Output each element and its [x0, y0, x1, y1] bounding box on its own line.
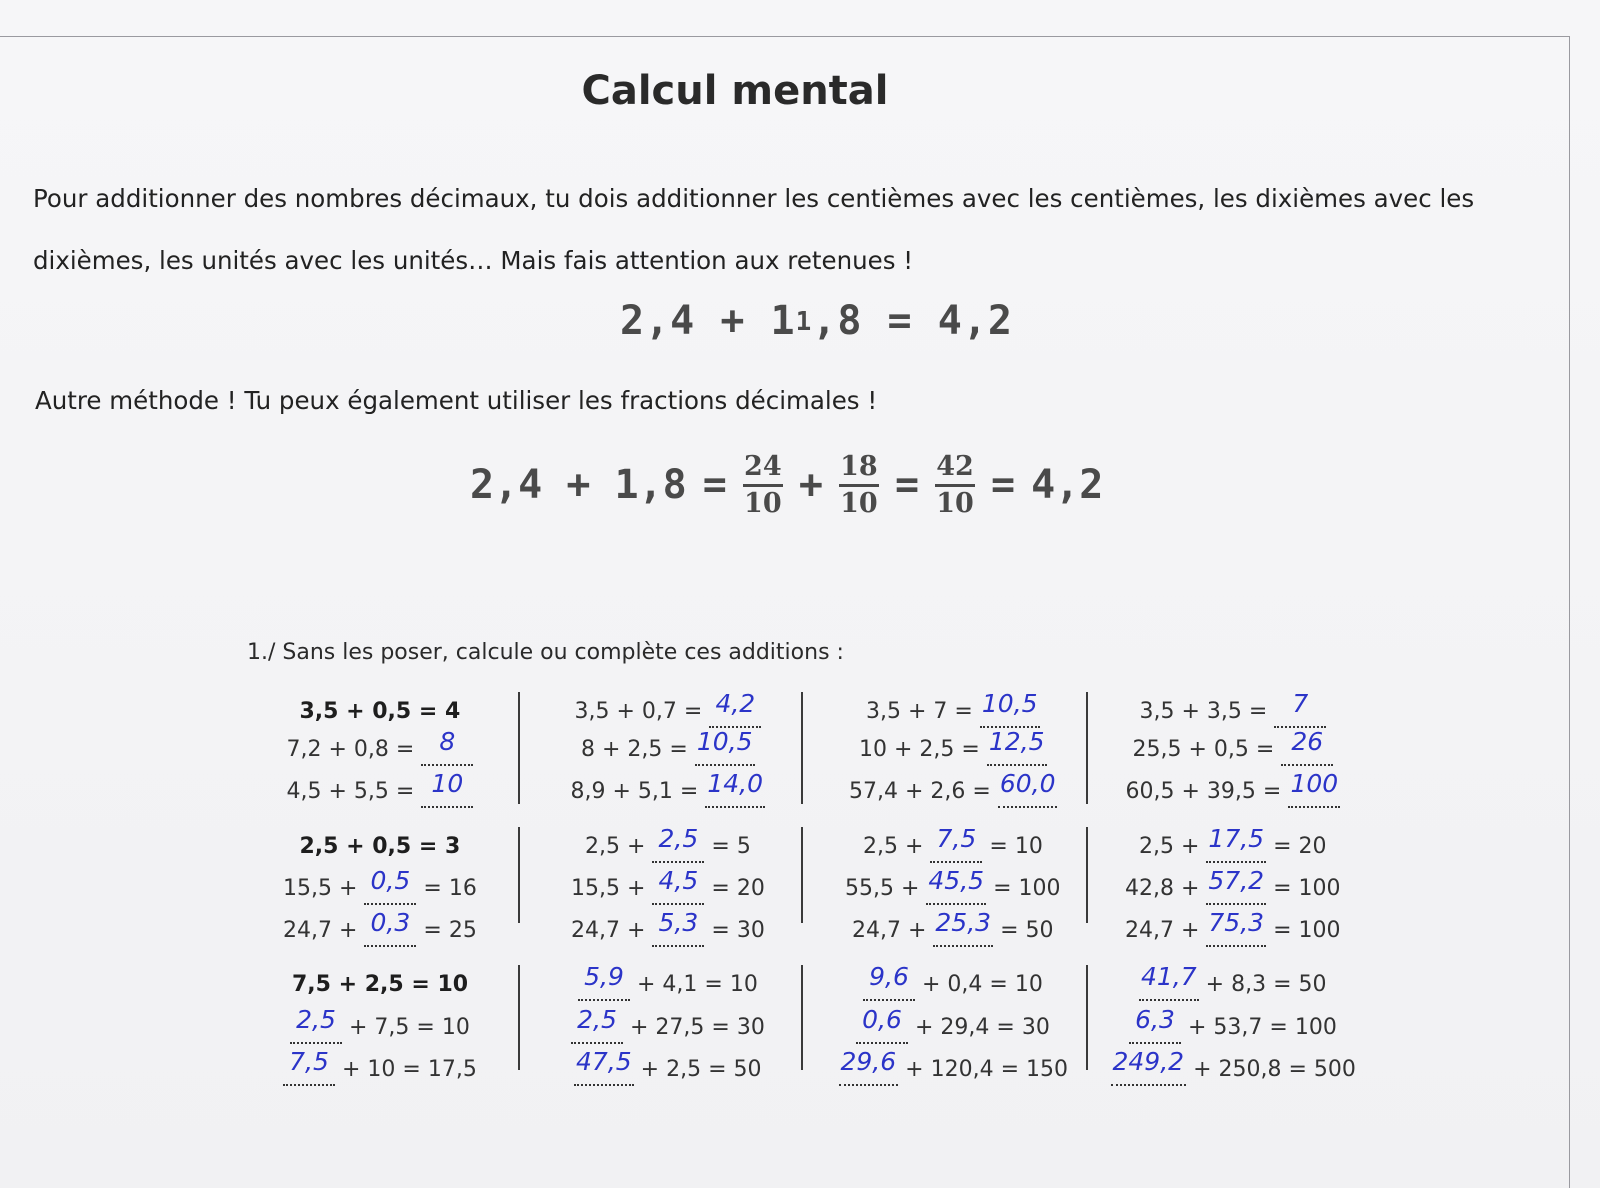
addition-left: 15,5 + [571, 876, 653, 901]
addition-item[interactable] [1111, 1047, 1356, 1090]
addition-item[interactable] [1139, 689, 1327, 732]
handwritten-answer: 57,2 [1208, 866, 1265, 895]
addition-item[interactable] [571, 908, 765, 951]
addition-item[interactable] [283, 908, 477, 951]
answer-blank[interactable] [1139, 962, 1199, 1001]
scan-border-right [1569, 36, 1570, 1188]
column-divider [801, 692, 803, 804]
fraction-2-denominator: 10 [840, 487, 878, 519]
addition-left: 57,4 + 2,6 = [849, 779, 998, 804]
column-divider [1086, 827, 1088, 923]
handwritten-answer: 10,5 [696, 727, 753, 756]
formula1-b-dec: ,8 [812, 298, 863, 344]
fraction-3-numerator: 42 [936, 450, 974, 482]
handwritten-answer: 0,6 [862, 1005, 902, 1034]
addition-left: 24,7 + [1125, 918, 1207, 943]
addition-left: 2,5 + [585, 834, 653, 859]
addition-right: = 50 [993, 918, 1054, 943]
addition-right: = 100 [986, 876, 1061, 901]
answer-blank[interactable] [930, 824, 982, 863]
handwritten-answer: 10,5 [981, 689, 1038, 718]
handwritten-answer: 26 [1291, 727, 1324, 756]
addition-item[interactable] [581, 727, 755, 770]
formula2-eq1: = [702, 462, 727, 508]
addition-left: 55,5 + [845, 876, 927, 901]
formula1-carry: 1 [795, 307, 813, 337]
addition-item[interactable] [845, 866, 1061, 909]
fraction-bar [935, 484, 975, 487]
column-divider [518, 827, 520, 923]
handwritten-answer: 60,0 [999, 769, 1056, 798]
answer-blank[interactable] [1288, 769, 1340, 808]
addition-right: + 2,5 = 50 [633, 1057, 762, 1082]
handwritten-answer: 8 [439, 727, 456, 756]
formula1-op: + [720, 298, 746, 344]
addition-item[interactable] [859, 727, 1047, 770]
intro-paragraph: Pour additionner des nombres décimaux, tu dois additionner les centièmes avec les centièmes, les dixièmes avec les dixièmes, les unités avec les unités… Mais fais attention aux retenues ! [33, 184, 1475, 275]
fraction-1-denominator: 10 [744, 487, 782, 519]
column-divider [518, 692, 520, 804]
answer-blank[interactable] [364, 908, 416, 947]
answer-blank[interactable] [705, 769, 765, 808]
handwritten-answer: 7,5 [936, 824, 977, 853]
formula2-result: 4,2 [1031, 462, 1104, 508]
addition-item[interactable] [1132, 727, 1334, 770]
formula2-lhs: 2,4 + 1,8 [470, 462, 687, 508]
handwritten-answer: 2,5 [577, 1005, 617, 1034]
answer-blank[interactable] [1111, 1047, 1187, 1086]
handwritten-answer: 7 [1292, 689, 1309, 718]
page-title: Calcul mental [581, 68, 889, 114]
addition-left: 4,5 + 5,5 = [286, 779, 422, 804]
scan-border-top [0, 36, 1570, 37]
column-divider [801, 827, 803, 923]
addition-left: 3,5 + 0,7 = [574, 699, 710, 724]
addition-item[interactable] [839, 1047, 1068, 1090]
addition-item[interactable] [286, 727, 474, 770]
answer-blank[interactable] [980, 689, 1040, 728]
answer-blank[interactable] [863, 962, 915, 1001]
addition-left: 8,9 + 5,1 = [570, 779, 706, 804]
addition-item [292, 965, 468, 1005]
addition-left: 15,5 + [283, 876, 365, 901]
handwritten-answer: 29,6 [840, 1047, 897, 1076]
answer-blank[interactable] [283, 1047, 335, 1086]
fraction-bar [743, 484, 783, 487]
addition-item[interactable] [578, 962, 758, 1005]
formula1-a: 2,4 [620, 298, 696, 344]
addition-right: = 16 [416, 876, 477, 901]
column-divider [801, 965, 803, 1070]
handwritten-answer: 5,3 [658, 908, 699, 937]
addition-right: = 30 [704, 918, 765, 943]
column-divider [1086, 965, 1088, 1070]
answer-blank[interactable] [652, 866, 704, 905]
exercise-title: 1./ Sans les poser, calcule ou complète ces additions : [247, 640, 844, 665]
fraction-2-numerator: 18 [840, 450, 878, 482]
formula1-result: 4,2 [937, 298, 1013, 344]
handwritten-answer: 17,5 [1208, 824, 1265, 853]
addition-item[interactable] [1129, 1005, 1337, 1048]
addition-item[interactable] [290, 1005, 470, 1048]
column-divider [1086, 692, 1088, 804]
answer-blank[interactable] [926, 866, 986, 905]
handwritten-answer: 0,3 [370, 908, 411, 937]
addition-left: 2,5 + [863, 834, 931, 859]
addition-item[interactable] [1139, 824, 1327, 867]
addition-left: 42,8 + [1125, 876, 1207, 901]
answer-blank[interactable] [652, 824, 704, 863]
answer-blank[interactable] [987, 727, 1047, 766]
addition-right: + 29,4 = 30 [908, 1015, 1050, 1040]
addition-right: = 100 [1266, 918, 1341, 943]
addition-right: + 10 = 17,5 [335, 1057, 477, 1082]
handwritten-answer: 7,5 [289, 1047, 329, 1076]
answer-blank[interactable] [839, 1047, 899, 1086]
handwritten-answer: 25,3 [935, 908, 992, 937]
handwritten-answer: 249,2 [1112, 1047, 1185, 1076]
handwritten-answer: 75,3 [1208, 908, 1265, 937]
fraction-1 [743, 452, 783, 519]
answer-blank[interactable] [421, 727, 473, 766]
addition-left: 8 + 2,5 = [581, 737, 695, 762]
addition-item[interactable] [866, 689, 1040, 732]
addition-item[interactable] [571, 1005, 765, 1048]
other-method-text: Autre méthode ! Tu peux également utiliser les fractions décimales ! [35, 386, 878, 415]
handwritten-answer: 4,5 [658, 866, 699, 895]
addition-item[interactable] [863, 824, 1043, 867]
addition-item [300, 692, 461, 732]
handwritten-answer: 4,2 [715, 689, 756, 718]
addition-left: 7,2 + 0,8 = [286, 737, 422, 762]
addition-text: 3,5 + 0,5 = 4 [299, 699, 461, 724]
addition-item[interactable] [1125, 908, 1341, 951]
addition-item[interactable] [585, 824, 751, 867]
answer-blank[interactable] [652, 908, 704, 947]
addition-left: 24,7 + [852, 918, 934, 943]
handwritten-answer: 2,5 [296, 1005, 336, 1034]
answer-blank[interactable] [856, 1005, 908, 1044]
addition-left: 10 + 2,5 = [859, 737, 987, 762]
formula2-eq3: = [991, 462, 1016, 508]
formula1-b-int: 1 [770, 298, 796, 344]
handwritten-answer: 0,5 [370, 866, 411, 895]
fraction-2 [839, 452, 879, 519]
addition-item[interactable] [286, 769, 474, 812]
fraction-3-denominator: 10 [936, 487, 974, 519]
answer-blank[interactable] [1281, 727, 1333, 766]
answer-blank[interactable] [364, 866, 416, 905]
handwritten-answer: 47,5 [576, 1047, 632, 1076]
answer-blank[interactable] [695, 727, 755, 766]
handwritten-answer: 12,5 [988, 727, 1045, 756]
handwritten-answer: 9,6 [869, 962, 909, 991]
addition-right: = 100 [1266, 876, 1341, 901]
answer-blank[interactable] [571, 1005, 623, 1044]
addition-item[interactable] [570, 769, 766, 812]
fraction-3 [935, 452, 975, 519]
addition-left: 24,7 + [571, 918, 653, 943]
addition-left: 3,5 + 7 = [866, 699, 980, 724]
fraction-1-numerator: 24 [744, 450, 782, 482]
handwritten-answer: 45,5 [928, 866, 985, 895]
addition-left: 60,5 + 39,5 = [1125, 779, 1289, 804]
addition-item[interactable] [856, 1005, 1050, 1048]
addition-right: = 10 [982, 834, 1043, 859]
addition-right: + 8,3 = 50 [1198, 972, 1327, 997]
addition-text: 7,5 + 2,5 = 10 [292, 972, 469, 997]
addition-right: + 53,7 = 100 [1181, 1015, 1337, 1040]
addition-right: = 20 [704, 876, 765, 901]
answer-blank[interactable] [1206, 866, 1266, 905]
addition-item [300, 827, 461, 867]
addition-right: + 120,4 = 150 [898, 1057, 1068, 1082]
formula2-eq2: = [894, 462, 920, 508]
handwritten-answer: 14,0 [707, 769, 763, 798]
addition-item[interactable] [863, 962, 1043, 1005]
addition-left: 3,5 + 3,5 = [1139, 699, 1275, 724]
addition-right: = 25 [416, 918, 477, 943]
addition-item[interactable] [1139, 962, 1327, 1005]
addition-item[interactable] [574, 689, 762, 732]
answer-blank[interactable] [709, 689, 761, 728]
addition-right: + 27,5 = 30 [623, 1015, 765, 1040]
answer-blank[interactable] [290, 1005, 342, 1044]
addition-left: 25,5 + 0,5 = [1132, 737, 1282, 762]
addition-right: + 7,5 = 10 [342, 1015, 470, 1040]
addition-item[interactable] [1125, 866, 1341, 909]
answer-blank[interactable] [421, 769, 473, 808]
formula2-plus: + [798, 462, 823, 508]
handwritten-answer: 6,3 [1135, 1005, 1175, 1034]
addition-item[interactable] [1125, 769, 1341, 812]
addition-text: 2,5 + 0,5 = 3 [299, 834, 461, 859]
addition-right: = 20 [1266, 834, 1327, 859]
addition-item[interactable] [574, 1047, 762, 1090]
handwritten-answer: 2,5 [658, 824, 699, 853]
answer-blank[interactable] [998, 769, 1058, 808]
addition-right: + 4,1 = 10 [630, 972, 758, 997]
addition-item[interactable] [571, 866, 765, 909]
answer-blank[interactable] [1129, 1005, 1181, 1044]
formula1-eq: = [887, 298, 913, 344]
handwritten-answer: 100 [1290, 769, 1339, 798]
column-divider [518, 965, 520, 1070]
addition-right: = 5 [704, 834, 751, 859]
fraction-bar [839, 484, 879, 487]
addition-item[interactable] [283, 1047, 477, 1090]
addition-item[interactable] [283, 866, 477, 909]
handwritten-answer: 10 [431, 769, 464, 798]
handwritten-answer: 41,7 [1141, 962, 1197, 991]
addition-right: + 250,8 = 500 [1186, 1057, 1356, 1082]
answer-blank[interactable] [574, 1047, 634, 1086]
answer-blank[interactable] [578, 962, 630, 1001]
addition-left: 24,7 + [283, 918, 365, 943]
addition-left: 2,5 + [1139, 834, 1207, 859]
answer-blank[interactable] [1274, 689, 1326, 728]
example-formula-fractions [470, 440, 1103, 530]
addition-right: + 0,4 = 10 [915, 972, 1043, 997]
answer-blank[interactable] [933, 908, 993, 947]
answer-blank[interactable] [1206, 824, 1266, 863]
example-formula-carry [620, 298, 1013, 344]
addition-item[interactable] [849, 769, 1057, 812]
handwritten-answer: 5,9 [584, 962, 624, 991]
answer-blank[interactable] [1206, 908, 1266, 947]
addition-item[interactable] [852, 908, 1054, 951]
